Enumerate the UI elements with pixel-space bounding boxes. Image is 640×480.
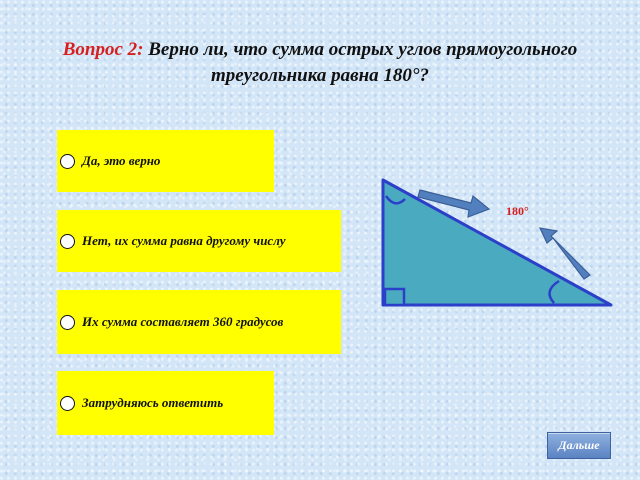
right-triangle <box>383 180 611 305</box>
next-button[interactable]: Дальше <box>547 432 611 459</box>
answer-option-label: Да, это верно <box>82 153 161 168</box>
answer-option-label: Нет, их сумма равна другому числу <box>82 233 286 248</box>
answer-option-label: Затрудняюсь ответить <box>82 395 224 410</box>
question-text: Верно ли, что сумма острых углов прямоугольного треугольника равна 180°? <box>148 39 578 86</box>
answer-option-label: Их сумма составляет 360 градусов <box>82 314 284 329</box>
angle-sum-label: 180° <box>506 204 529 218</box>
question-number: Вопрос 2: <box>62 39 144 60</box>
right-angle-marker <box>385 289 404 305</box>
